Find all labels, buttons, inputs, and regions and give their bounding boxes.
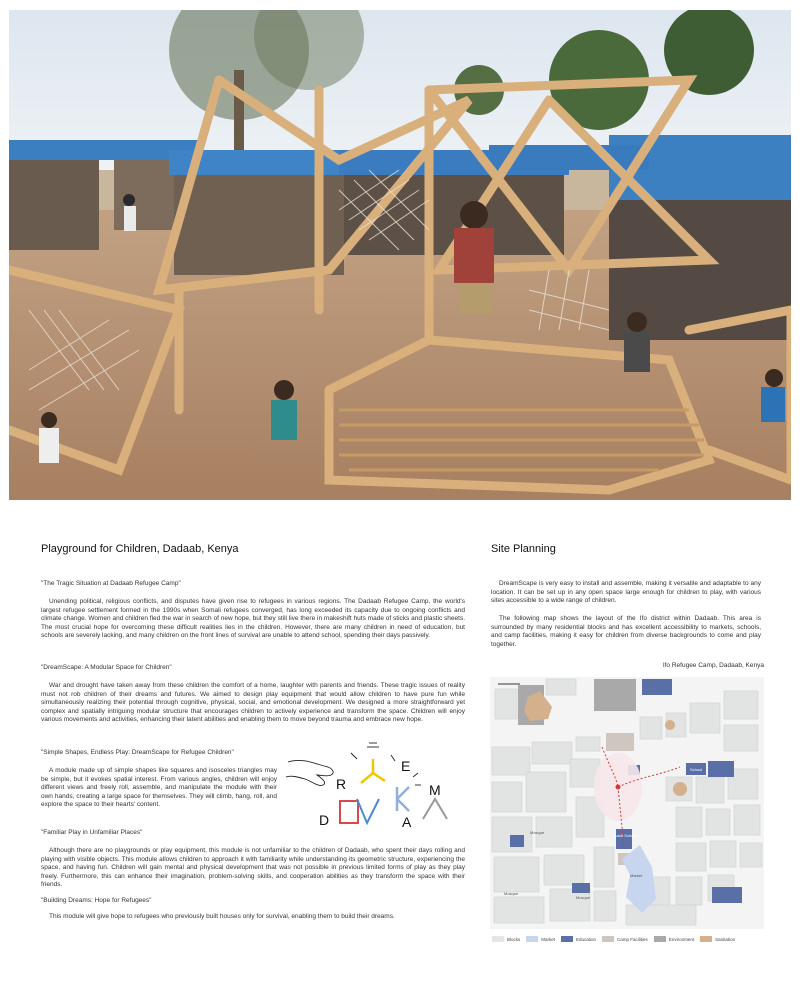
legend-swatch (654, 936, 666, 942)
red-square-module (340, 801, 358, 823)
legend-label: Environment (668, 936, 695, 942)
section-body-dreamscape (41, 682, 465, 725)
legend-swatch (526, 936, 538, 942)
site-planning-title: Site Planning (491, 543, 556, 555)
education-building (510, 835, 524, 847)
map-legend (492, 934, 764, 944)
hero-render-image (9, 10, 791, 500)
section-heading-simple-shapes: "Simple Shapes, Endless Play: DreamScape for Refugee Children" (41, 749, 234, 756)
education-building (712, 887, 742, 903)
legend-label: Camp Facilities (617, 936, 648, 942)
section-heading-building-dreams: "Building Dreams: Hope for Refugees" (41, 897, 152, 904)
legend-item-sanitation (700, 936, 735, 942)
legend-label: Market (541, 936, 556, 942)
legend-swatch (492, 936, 504, 942)
section-body-simple-shapes (41, 767, 277, 810)
legend-item-camp-facilities (602, 936, 648, 942)
letter-d: D (319, 812, 330, 828)
blue-v-module (357, 799, 379, 823)
legend-item-blocks (492, 936, 520, 942)
education-building (572, 883, 590, 893)
section-body-familiar-play (41, 847, 465, 890)
map-caption: Ifo Refugee Camp, Dadaab, Kenya (662, 662, 764, 669)
dream-letters-svg (283, 737, 458, 832)
sanitation-area (665, 720, 675, 730)
letter-r: R (336, 776, 347, 792)
section-heading-familiar-play: "Familiar Play in Unfamiliar Places" (41, 829, 143, 836)
playground-scene-illustration (9, 10, 791, 500)
blue-k-module (397, 787, 409, 811)
yellow-y-module (361, 759, 385, 783)
section-body-building-dreams (41, 913, 465, 922)
education-building (642, 679, 672, 695)
section-heading-dreamscape: "DreamScape: A Modular Space for Children" (41, 664, 172, 671)
section-body-text: War and drought have taken away from these children the comfort of a home, laughter with parents and friends. These tragic issues of reality must not rob children of their dreams and futures. We aimed to design play equipment that would allow children to have pure fun while simultaneously realizing their potential through cognitive, physical, social, and emotional development. We designed a more straightforward yet complex and spatially intriguing modular structure that encourages children to actively experience and transform the space. Children will enjoy various movements and activities, enhancing their latent abilities and enabling them to move beyond trauma and embrace new hope. (41, 682, 465, 724)
legend-swatch (602, 936, 614, 942)
site-paragraph-2 (491, 615, 761, 649)
section-body-text: This module will give hope to refugees who previously built houses only for survival, enabling them to build their dreams. (49, 913, 395, 920)
map-label-mosque: Mosque (530, 830, 545, 835)
education-building (616, 829, 632, 849)
legend-item-environment (654, 936, 694, 942)
map-label-mosque: Mosque (504, 891, 519, 896)
legend-item-market (526, 936, 555, 942)
sanitation-area (673, 782, 687, 796)
site-paragraph-1 (491, 580, 761, 606)
legend-label: Sanitation (715, 936, 736, 942)
site-map (490, 677, 764, 929)
legend-label: Education (576, 936, 597, 942)
map-label-mosque: Mosque (576, 895, 591, 900)
dream-letters-diagram (283, 737, 458, 832)
letter-e: E (401, 758, 411, 774)
site-paragraph-1-text: DreamScape is very easy to install and assemble, making it versatile and adaptable to any location. It can be set up in any open space large enough for children to play, with various sites accessible to a wide range of children. (491, 580, 761, 605)
map-label-adult-school: Adult School (614, 833, 637, 838)
section-body-text: A module made up of simple shapes like squares and isosceles triangles may be simple, but it evokes spatial interest. From various angles, children will enjoy different views and freely roll, assemble, and manipulate the module with their own hands, creating a large space for themselves. They will climb, hang, roll, and explore the space to their hearts' content. (41, 767, 277, 809)
map-label-market: Market (630, 873, 643, 878)
hand-outline-icon (286, 760, 333, 785)
legend-item-education (561, 936, 596, 942)
camp-facility (606, 733, 634, 751)
legend-swatch (561, 936, 573, 942)
letter-a: A (402, 814, 412, 830)
map-label-school: School (690, 767, 703, 772)
site-paragraph-2-text: The following map shows the layout of the Ifo district within Dadaab. This area is surrounded by many residential blocks and has excellent accessibility to markets, schools, and camp facilities, making it easy for children from diverse backgrounds to come and play together. (491, 615, 761, 648)
legend-label: Blocks (507, 936, 521, 942)
section-heading-tragic-situation: "The Tragic Situation at Dadaab Refugee Camp" (41, 580, 181, 587)
site-map-svg (490, 677, 764, 929)
section-body-text: Although there are no playgrounds or play equipment, this module is not unfamiliar to the children of Dadaab, who spent their days rolling and playing with visible objects. This module allows children to approach it with familiarity while understanding its geometric structure, experiencing the space, and having fun. Children will gain mental and physical development that was not possible in previous limited forms of play as they play freely. Furthermore, this can enhance their imagination, problem-solving skills, and cooperation abilities as they transform the space with their friends. (41, 847, 465, 889)
section-body-tragic-situation (41, 598, 465, 641)
gray-triangle-module (423, 799, 447, 819)
education-building (708, 761, 734, 777)
page-title: Playground for Children, Dadaab, Kenya (41, 543, 239, 555)
site-marker (616, 785, 621, 790)
letter-m: M (429, 782, 441, 798)
environment-area (594, 679, 636, 711)
legend-swatch (700, 936, 712, 942)
spark-lines (351, 743, 421, 785)
section-body-text: Unending political, religious conflicts, and disputes have given rise to refugees in various regions. The Dadaab Refugee Camp, the world's largest refugee settlement formed in the 1990s when Somali refugees converged, has long exceeded its capacity due to ongoing conflicts and climate change. Women and children fled the war in search of new hope, but they still live there in makeshift huts made of sticks and plastic sheets. The most crucial hope for overcoming these difficult realities lies in the children. However, there are many children in need of education, but schools are severely lacking, and many children on the front lines of survival are unable to attend school, spending their days passively. (41, 598, 465, 640)
